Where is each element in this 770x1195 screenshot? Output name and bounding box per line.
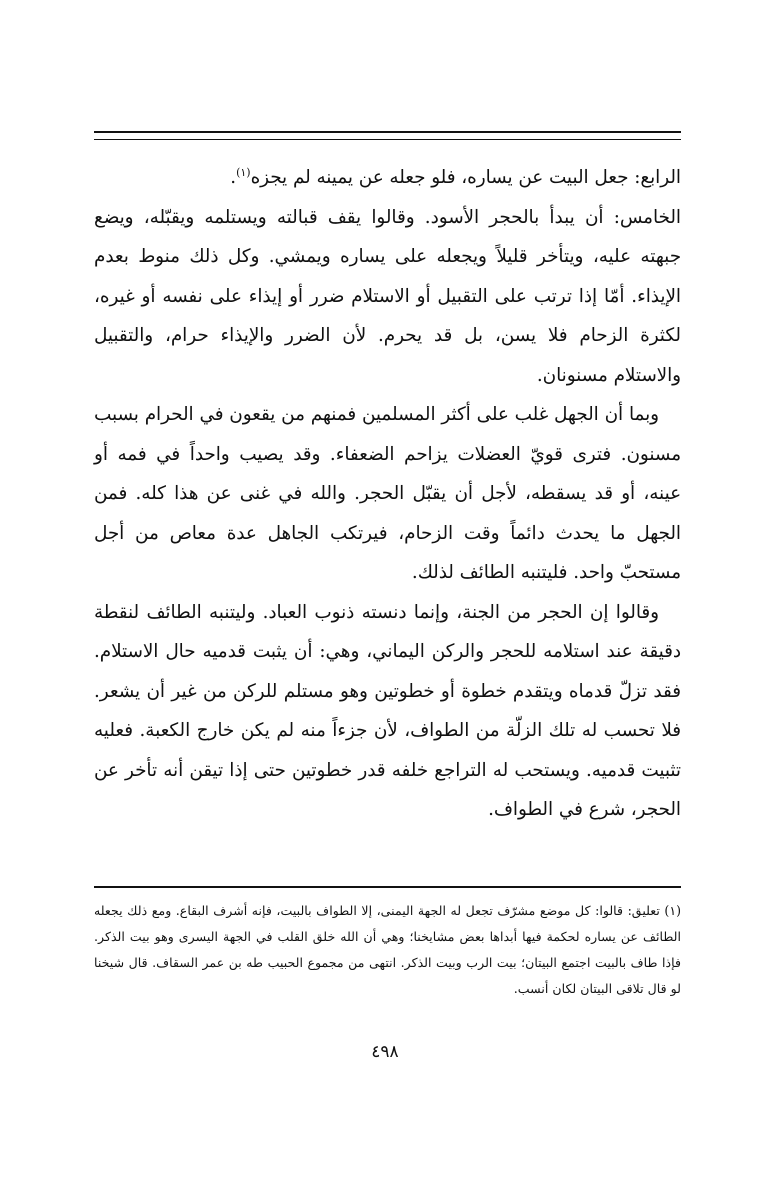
paragraph-1-end: . (230, 167, 237, 188)
paragraph-1 (94, 158, 681, 198)
main-text (94, 158, 681, 830)
paragraph-2: الخامس: أن يبدأ بالحجر الأسود. وقالوا يقف قبالته ويستلمه ويقبّله، ويضع جبهته عليه، ويتأخر قليلاً ويجعله على يساره ويمشي. وكل ذلك منوط بعدم الإيذاء. أمّا إذا ترتب على التقبيل أو الاستلام ضرر أو إيذاء على نفسه أو غيره، لكثرة الزحام فلا يسن، بل قد يحرم. لأن الضرر والإيذاء حرام، والتقبيل والاستلام مسنونان. (94, 206, 681, 386)
paragraph-4: وقالوا إن الحجر من الجنة، وإنما دنسته ذنوب العباد. وليتنبه الطائف لنقطة دقيقة عند استلامه للحجر والركن اليماني، وهي: أن يثبت قدميه حال الاستلام. فقد تزلّ قدماه ويتقدم خطوة أو خطوتين وهو مستلم للركن من غير أن يشعر. فلا تحسب له تلك الزلّة من الطواف، لأن جزءاً منه لم يكن خارج الكعبة. فعليه تثبيت قدميه. ويستحب له التراجع خلفه قدر خطوتين حتى إذا تيقن أنه تأخر عن الحجر، شرع في الطواف. (94, 601, 681, 820)
footnote-area (94, 898, 681, 1002)
header-rule-thick (94, 131, 681, 133)
footnote-rule (94, 886, 681, 888)
header-rule-thin (94, 139, 681, 140)
footnote-text: (١) تعليق: قالوا: كل موضع مشرّف تجعل له الجهة اليمنى، إلا الطواف بالبيت، فإنه أشرف البقاع. ومع ذلك يجعله الطائف عن يساره لحكمة فيها أبداها بعض مشايخنا؛ وهي أن الله خلق القلب في الجهة اليسرى وهو بيت الذكر. فإذا طاف بالبيت اجتمع البيتان؛ بيت الرب وبيت الذكر. انتهى من مجموع الحبيب طه بن عمر السقاف. قال شيخنا لو قال تلاقى البيتان لكان أنسب. (94, 903, 681, 996)
paragraph-3: وبما أن الجهل غلب على أكثر المسلمين فمنهم من يقعون في الحرام بسبب مسنون. فترى قويّ العضلات يزاحم الضعفاء. وقد يصيب واحداً في فمه أو عينه، أو قد يسقطه، لأجل أن يقبّل الحجر. والله في غنى عن هذا كله. فمن الجهل ما يحدث دائماً وقت الزحام، فيرتكب الجاهل عدة معاص من أجل مستحبّ واحد. فليتنبه الطائف لذلك. (94, 404, 681, 583)
footnote-marker[interactable]: (١) (236, 165, 251, 179)
paragraph-1-text: الرابع: جعل البيت عن يساره، فلو جعله عن يمينه لم يجزه (250, 167, 681, 188)
page-number: ٤٩٨ (371, 1042, 399, 1062)
